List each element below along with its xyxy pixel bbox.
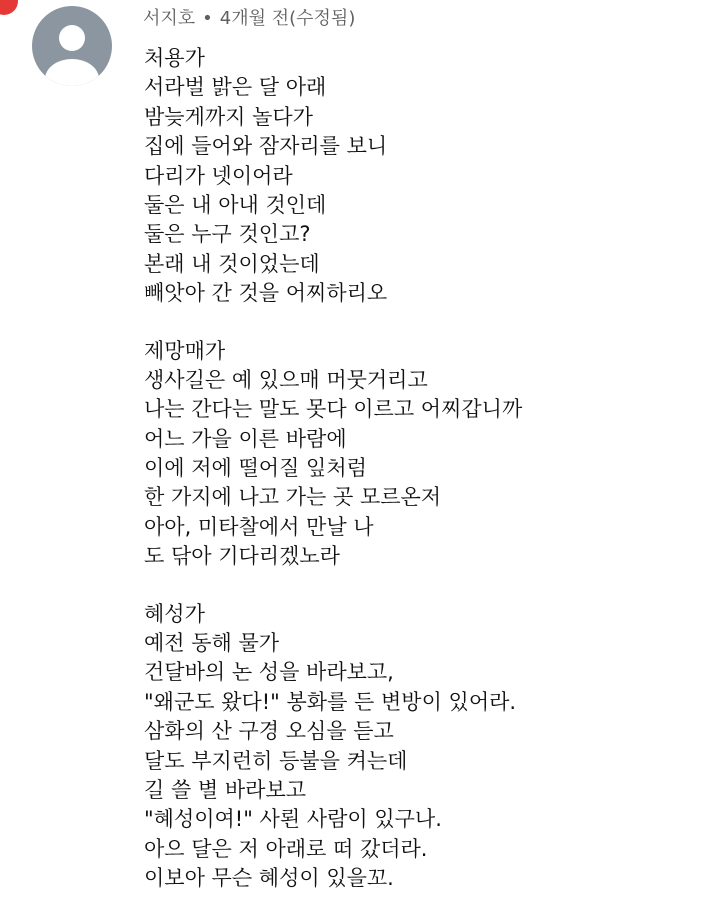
- poem-line: 이보아 무슨 혜성이 있을꼬.: [144, 866, 394, 891]
- poem-line: 달도 부지런히 등불을 켜는데: [144, 748, 408, 773]
- poem-line: 한 가지에 나고 가는 곳 모르온저: [144, 485, 442, 510]
- poem-line: "왜군도 왔다!" 봉화를 든 변방이 있어라.: [144, 689, 517, 714]
- poem-line: 나는 간다는 말도 못다 이르고 어찌갑니까: [144, 397, 523, 422]
- poem-line: 도 닦아 기다리겠노라: [144, 544, 340, 569]
- poem-line: 서라벌 밝은 달 아래: [144, 75, 327, 100]
- poem-title: 처용가: [144, 46, 205, 70]
- poem-line: 빼앗아 간 것을 어찌하리오: [144, 281, 388, 306]
- poem-title: 혜성가: [144, 601, 205, 626]
- author-name[interactable]: 서지호: [143, 8, 196, 29]
- poem-line: 건달바의 논 성을 바라보고,: [144, 660, 394, 685]
- poem-title: 제망매가: [144, 338, 226, 363]
- poem-line: 집에 들어와 잠자리를 보니: [144, 134, 388, 159]
- poem-line: 둘은 누구 것인고?: [144, 222, 311, 247]
- meta-separator: •: [202, 8, 213, 29]
- poem-line: 삼화의 산 구경 오심을 듣고: [144, 719, 394, 744]
- comment-body: [144, 44, 704, 922]
- avatar-head-shape: [59, 25, 85, 51]
- poem-line: 길 쓸 별 바라보고: [144, 777, 307, 802]
- comment-time[interactable]: 4개월 전(수정됨): [219, 8, 356, 29]
- poem-line: 아아, 미타찰에서 만날 나: [144, 514, 374, 539]
- poem-line: 아으 달은 저 아래로 떠 갔더라.: [144, 836, 428, 861]
- poem-line: 이에 저에 떨어질 잎처럼: [144, 456, 367, 481]
- poem-stanza: [144, 44, 704, 309]
- poem-stanza: [144, 600, 704, 894]
- poem-line: "혜성이여!" 사뢴 사람이 있구나.: [144, 807, 442, 832]
- poem-stanza: [144, 337, 704, 572]
- poem-line: 밤늦게까지 놀다가: [144, 104, 313, 129]
- avatar[interactable]: [32, 6, 112, 86]
- poem-line: 어느 가을 이른 바람에: [144, 426, 347, 451]
- poem-line: 생사길은 예 있으매 머뭇거리고: [144, 367, 428, 392]
- comment-meta: [143, 6, 355, 32]
- poem-line: 다리가 넷이어라: [144, 163, 293, 188]
- poem-line: 예전 동해 물가: [144, 631, 280, 656]
- poem-line: 본래 내 것이었는데: [144, 251, 320, 276]
- notification-dot: [0, 0, 18, 15]
- poem-line: 둘은 내 아내 것인데: [144, 192, 327, 217]
- avatar-body-shape: [45, 59, 99, 86]
